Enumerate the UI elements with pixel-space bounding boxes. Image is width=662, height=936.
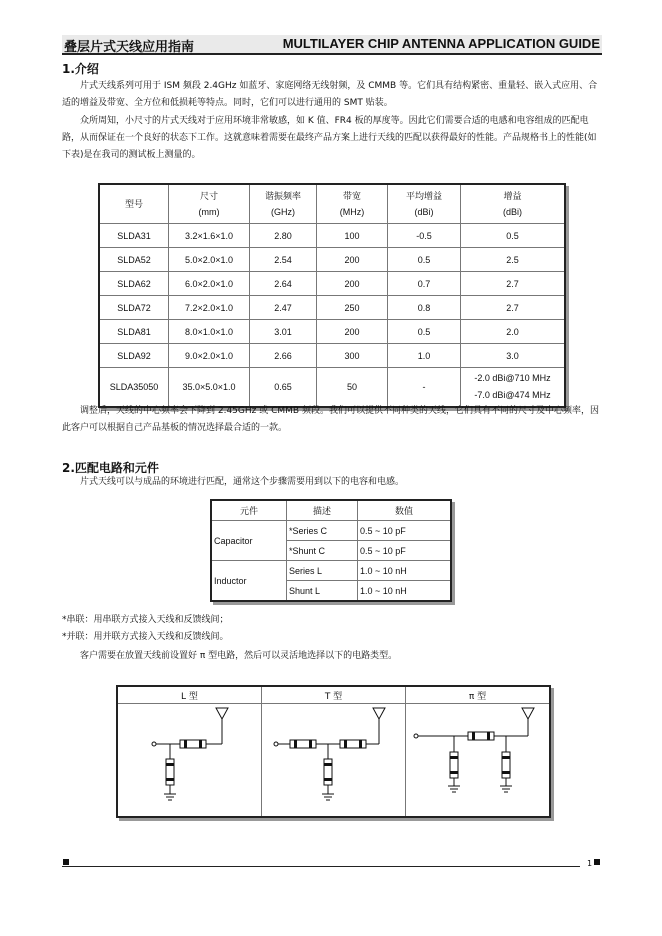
table-header-cell: 带宽 (MHz) [317, 184, 388, 224]
antenna-icon [373, 708, 385, 719]
table-row: SLDA81 8.0×1.0×1.0 3.01 200 0.5 2.0 [99, 320, 565, 344]
table-row [117, 704, 550, 818]
series-component [340, 740, 366, 748]
footer-square-icon [63, 859, 69, 865]
antenna-icon [216, 708, 228, 719]
header-title-en: MULTILAYER CHIP ANTENNA APPLICATION GUIDE [282, 36, 600, 51]
pi-type-cell [406, 704, 551, 818]
antenna-icon [522, 708, 534, 719]
table-row: SLDA31 3.2×1.6×1.0 2.80 100 -0.5 0.5 [99, 224, 565, 248]
circuit-paragraph: 客户需要在放置天线前设置好 π 型电路，然后可以灵活地选择以下的电路类型。 [80, 651, 398, 661]
shunt-component [450, 752, 458, 778]
footer-square-icon [594, 859, 600, 865]
table-header-cell: 尺寸 (mm) [169, 184, 250, 224]
table-header-row [99, 184, 565, 224]
table-header-row: L 型 T 型 π 型 [117, 686, 550, 704]
circuit-type-table [116, 685, 551, 818]
section-1-heading: 1.介绍 [62, 62, 99, 76]
series-component [290, 740, 316, 748]
section-2-heading: 2.匹配电路和元件 [62, 461, 159, 475]
table-row: SLDA35050 35.0×5.0×1.0 0.65 50 - -2.0 dBi@710 MHz -7.0 dBi@474 MHz [99, 368, 565, 408]
page-number: 1 [587, 859, 593, 868]
antenna-spec-table [98, 183, 566, 408]
matching-paragraph: 片式天线可以与成品的环境进行匹配，通常这个步骤需要用到以下的电容和电感。 [80, 477, 405, 487]
t-type-circuit-diagram [262, 704, 405, 812]
table-header-cell: 增益 (dBi) [461, 184, 566, 224]
table-row: Inductor Series L 1.0 ~ 10 nH [211, 561, 451, 581]
shunt-component [324, 759, 332, 785]
t-type-cell [262, 704, 406, 818]
table-row: SLDA92 9.0×2.0×1.0 2.66 300 1.0 3.0 [99, 344, 565, 368]
l-type-circuit-diagram [118, 704, 261, 812]
shunt-component [502, 752, 510, 778]
header-title-cn: 叠层片式天线应用指南 [64, 40, 195, 55]
series-component [180, 740, 206, 748]
intro-paragraph-1: 片式天线系列可用于 ISM 频段 2.4GHz 如蓝牙、家庭网络无线射频，及 CMMB 等。它们具有结构紧密、重量轻、嵌入式应用、合适的增益及带宽、全方位和低损耗等特点。同时，它们可以进行通用的 SMT 贴装。 [62, 81, 598, 108]
series-component [468, 732, 494, 740]
note-shunt: *并联：用并联方式接入天线和反馈线间。 [62, 632, 229, 642]
table-row: Shunt L 1.0 ~ 10 nH [211, 581, 451, 602]
table-row: SLDA52 5.0×2.0×1.0 2.54 200 0.5 2.5 [99, 248, 565, 272]
note-series: *串联：用串联方式接入天线和反馈线间； [62, 615, 229, 625]
page-header [62, 35, 602, 55]
component-table [210, 499, 452, 602]
l-type-cell [117, 704, 262, 818]
table-header-cell: 平均增益 (dBi) [388, 184, 461, 224]
table-row: *Shunt C 0.5 ~ 10 pF [211, 541, 451, 561]
intro-paragraph-2: 众所周知，小尺寸的片式天线对于应用环境非常敏感，如 K 值、FR4 板的厚度等。因此它们需要合适的电感和电容组成的匹配电路，从而保证在一个良好的状态下工作。这就意味着需要在最终产品方案上进行天线的匹配以获得最好的性能。产品规格书上的性能(如下表)是在我司的测试板上测量的。 [62, 116, 597, 160]
footer-rule [62, 866, 580, 867]
pi-type-circuit-diagram [406, 704, 549, 812]
table-row: SLDA72 7.2×2.0×1.0 2.47 250 0.8 2.7 [99, 296, 565, 320]
table-header-cell: 型号 [99, 184, 169, 224]
table-row: Capacitor *Series C 0.5 ~ 10 pF [211, 521, 451, 541]
table-header-cell: 谐振频率 (GHz) [250, 184, 317, 224]
table-header-row: 元件 描述 数值 [211, 500, 451, 521]
shunt-component [166, 759, 174, 785]
table-row: SLDA62 6.0×2.0×1.0 2.64 200 0.7 2.7 [99, 272, 565, 296]
intro-paragraph-3: 调整后，天线的中心频率会下降到 2.45GHz 或 CMMB 频段。我们可以提供不同种类的天线，它们具有不同的尺寸及中心频率，因此客户可以根据自己产品基板的情况选择最合适的一款。 [62, 406, 599, 433]
